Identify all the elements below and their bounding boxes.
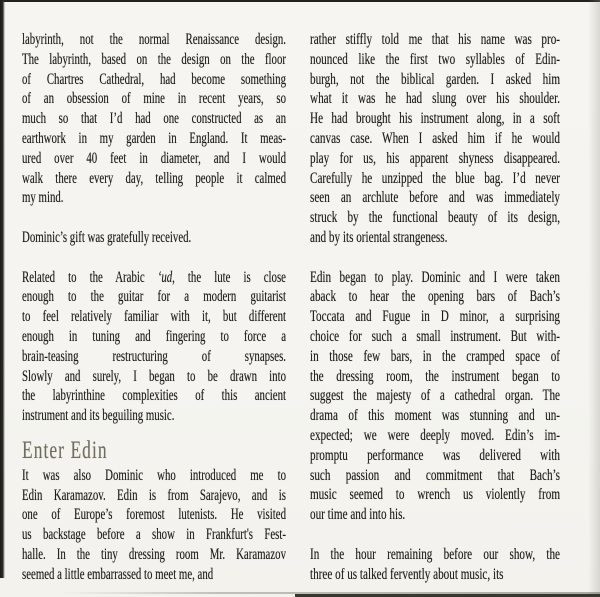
text-run: Carefully he unzipped the blue bag. I’d never	[310, 169, 560, 187]
section-heading	[22, 437, 286, 464]
text-line	[22, 70, 286, 90]
text-run: music seemed to wrench us violently from	[310, 486, 560, 504]
text-line	[310, 188, 560, 208]
text-run: instrument and its beguiling music.	[22, 407, 175, 425]
text-line	[310, 70, 560, 90]
text-line	[310, 50, 560, 70]
text-run: to feel relatively familiar with it, but different	[22, 308, 286, 326]
text-line	[22, 50, 286, 70]
text-column-left	[22, 30, 286, 592]
text-run: walk there every day, telling people it calmed	[22, 169, 286, 187]
text-run: seen an archlute before and was immediately	[310, 189, 560, 207]
text-run: seemed a little embarrassed to meet me, and	[22, 565, 214, 583]
text-run: us backstage before a show in Frankfurt's Fest-	[22, 526, 286, 544]
text-line	[22, 30, 286, 50]
text-line	[310, 406, 560, 426]
text-run: Slowly and surely, I began to be drawn into	[22, 367, 286, 385]
text-run: The labyrinth, based on the design on the floor	[22, 50, 286, 68]
text-line	[310, 466, 560, 486]
text-line	[22, 386, 286, 406]
text-run: enough in tuning and fingering to force a	[22, 327, 286, 345]
text-line	[22, 228, 286, 248]
text-line	[22, 129, 286, 149]
text-run: three of us talked fervently about music, its	[310, 565, 504, 583]
text-column-right	[310, 30, 560, 592]
text-column-left-content	[22, 30, 286, 592]
paragraph	[310, 545, 560, 585]
text-run: labyrinth, not the normal Renaissance design.	[22, 31, 286, 48]
paragraph	[22, 228, 286, 248]
text-run: Edin began to play. Dominic and I were taken	[310, 268, 560, 286]
text-run: play for us, his apparent shyness disappeared.	[310, 149, 560, 167]
text-run: rather stiffly told me that his name was pro-	[310, 31, 560, 48]
text-line	[310, 347, 560, 367]
text-line	[310, 268, 560, 288]
text-run: such passion and commitment that Bach’s	[310, 466, 560, 484]
text-line	[310, 169, 560, 189]
text-run: struck by the functional beauty of its design,	[310, 209, 560, 227]
text-line	[22, 466, 286, 486]
scan-edge-left	[0, 0, 5, 578]
text-line	[22, 169, 286, 189]
text-line	[310, 426, 560, 446]
text-run: choice for such a small instrument. But with-	[310, 327, 560, 345]
text-line	[310, 565, 560, 585]
text-run: of Chartres Cathedral, had become something	[22, 70, 286, 88]
text-run: Edin Karamazov. Edin is from Sarajevo, and is	[22, 486, 286, 504]
text-line	[310, 327, 560, 347]
text-run: halle. In the tiny dressing room Mr. Karamazov	[22, 545, 286, 563]
paragraph	[22, 268, 286, 426]
text-line	[22, 367, 286, 387]
text-line	[22, 327, 286, 347]
text-run: ured over 40 feet in diameter, and I would	[22, 149, 286, 167]
text-run: promptu performance was delivered with	[310, 446, 560, 464]
paragraph	[22, 30, 286, 208]
text-run: the dressing room, the instrument began to	[310, 367, 560, 385]
text-run: Enter Edin	[22, 436, 108, 464]
text-line	[22, 565, 286, 585]
paragraph	[22, 466, 286, 585]
text-run: expected; we were deeply moved. Edin’s im-	[310, 426, 560, 444]
text-run: aback to hear the opening bars of Bach’s	[310, 288, 560, 306]
scan-edge-right	[588, 0, 600, 597]
text-run: our time and into his.	[310, 506, 406, 524]
text-run: burgh, not the biblical garden. I asked him	[310, 70, 560, 88]
text-line	[22, 406, 286, 426]
text-run: what it was he had slung over his shoulder.	[310, 90, 560, 108]
text-run: Dominic’s gift was gratefully received.	[22, 228, 192, 246]
text-run: brain-teasing restructuring of synapses.	[22, 347, 286, 365]
text-run: one of Europe’s foremost lutenists. He visited	[22, 506, 286, 524]
text-line	[310, 149, 560, 169]
scan-edge-top	[0, 0, 600, 2]
text-run: enough to the guitar for a modern guitarist	[22, 288, 286, 306]
text-line	[22, 188, 286, 208]
text-line	[22, 437, 286, 464]
text-line	[22, 109, 286, 129]
text-run: In the hour remaining before our show, the	[310, 545, 560, 563]
text-line	[22, 89, 286, 109]
text-run: He had brought his instrument along, in a soft	[310, 110, 560, 128]
text-line	[310, 367, 560, 387]
text-column-right-content	[310, 30, 560, 592]
text-line	[310, 485, 560, 505]
text-run: and by its oriental strangeness.	[310, 228, 448, 246]
text-run: Toccata and Fugue in D minor, a surprising	[310, 308, 560, 326]
text-run: much so that I’d had one constructed as an	[22, 110, 286, 128]
text-line	[22, 347, 286, 367]
text-line	[310, 505, 560, 525]
text-run: in those few bars, in the cramped space of	[310, 347, 560, 365]
text-line	[310, 89, 560, 109]
text-line	[310, 228, 560, 248]
text-run: Related to the Arabic	[22, 268, 158, 286]
text-line	[310, 545, 560, 565]
paragraph	[310, 30, 560, 248]
text-run: the labyrinthine complexities of this ancient	[22, 387, 286, 405]
text-run: earthwork in my garden in England. It meas-	[22, 129, 286, 147]
text-run: canvas case. When I asked him if he would	[310, 129, 560, 147]
text-line	[310, 446, 560, 466]
text-run: nounced like the first two syllables of Edin-	[310, 50, 560, 68]
text-run: of an obsession of mine in recent years, so	[22, 90, 286, 108]
paragraph	[310, 268, 560, 525]
text-line	[310, 129, 560, 149]
text-line	[310, 287, 560, 307]
text-line	[310, 208, 560, 228]
text-line	[22, 287, 286, 307]
text-line	[310, 109, 560, 129]
italic-text: ‘ud	[157, 268, 173, 286]
text-run: , the lute is close	[172, 268, 286, 286]
text-run: suggest the majesty of a cathedral organ. The	[310, 387, 560, 405]
text-line	[310, 307, 560, 327]
text-line	[310, 386, 560, 406]
text-line	[22, 505, 286, 525]
text-run: It was also Dominic who introduced me to	[22, 466, 286, 484]
text-line	[22, 545, 286, 565]
text-line	[22, 525, 286, 545]
text-line	[22, 268, 286, 288]
text-run: drama of this moment was stunning and un-	[310, 407, 560, 425]
text-line	[310, 30, 560, 50]
text-line	[22, 149, 286, 169]
text-line	[22, 307, 286, 327]
text-line	[22, 486, 286, 506]
text-run: my mind.	[22, 189, 64, 207]
